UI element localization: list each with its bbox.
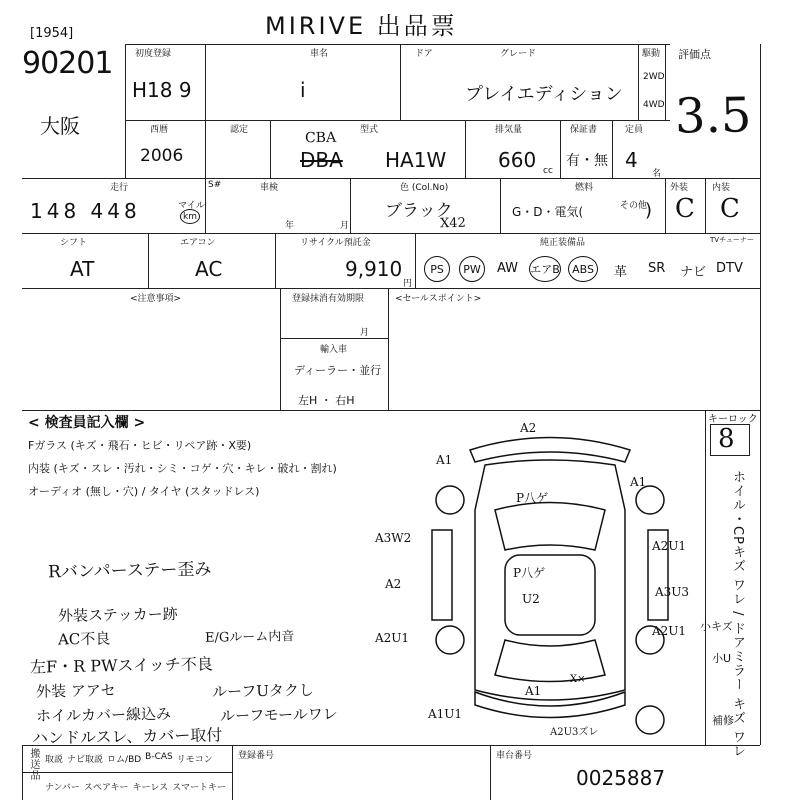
lot-bracket: [1954]	[30, 26, 74, 41]
fuel-label: 燃料	[575, 183, 594, 193]
small-scratch: 小キズ	[700, 620, 733, 633]
color-label: 色 (Col.No)	[400, 183, 449, 193]
note-3: AC不良	[57, 629, 111, 649]
year-label: 西暦	[150, 125, 169, 135]
equip-dtv: DTV	[716, 261, 743, 276]
model-new: CBA	[304, 129, 337, 147]
equip-aw: AW	[497, 261, 519, 276]
repair: 補修	[712, 714, 734, 727]
model-label: 型式	[360, 125, 379, 135]
equip-navi: ナビ	[680, 265, 707, 280]
displacement-value: 660	[498, 148, 537, 172]
year-unit: 年	[285, 221, 295, 231]
side-label: 搬送品	[28, 748, 39, 781]
ac-label: エアコン	[180, 238, 216, 248]
mark-hood: P八ゲ	[516, 491, 549, 505]
mile-unit: マイル	[178, 201, 205, 211]
color-no: X42	[439, 215, 466, 232]
item-remote: リモコン	[176, 755, 213, 765]
equip-airbag: エアB	[529, 256, 561, 282]
import-dealer: ディーラー・並行	[294, 364, 382, 377]
capacity-value: 4	[625, 148, 638, 172]
interior-line: 内装 (キズ・スレ・汚れ・シミ・コゲ・穴・キレ・破れ・割れ)	[28, 462, 337, 475]
note-5: 左F・R PWスイッチ不良	[29, 654, 213, 677]
small-u: 小U	[712, 652, 732, 665]
ac-value: AC	[195, 257, 223, 281]
mark-roof: P八ゲ	[513, 566, 546, 580]
item-smart-key: スマートキー	[172, 783, 226, 793]
footer-row1	[45, 752, 213, 765]
note-8: ホイルカバー線込み	[35, 704, 172, 726]
equip-sr: SR	[648, 261, 666, 276]
item-manual: 取説	[45, 755, 64, 765]
eval-label: 評価点	[678, 48, 711, 61]
equipment-label: 純正装備品	[540, 238, 586, 248]
mark-rear-bumper: A2U3ズレ	[550, 727, 599, 738]
mark-right: A3U3	[655, 585, 690, 599]
interior-grade: C	[719, 193, 741, 225]
shift-label: シフト	[60, 238, 88, 248]
equip-abs: ABS	[568, 256, 598, 282]
mark-rear-left: A1U1	[428, 707, 463, 721]
reg-expiry-label: 登録抹消有効期限	[292, 294, 365, 304]
exterior-grade: C	[674, 193, 696, 225]
cc-unit: cc	[543, 166, 553, 176]
mark-left-front: A3W2	[375, 531, 412, 545]
door-left	[432, 530, 452, 620]
doors-label: ドア	[415, 49, 433, 59]
shift-value: AT	[70, 257, 95, 281]
first-reg-value: H18 9	[132, 78, 192, 102]
note-10: ハンドルスレ、カバー取付	[31, 725, 223, 748]
grade-label: グレード	[500, 49, 537, 59]
month-unit: 月	[340, 221, 350, 231]
note-2: 外装ステッカー跡	[57, 604, 178, 626]
mark-left-rear: A2U1	[375, 631, 410, 645]
front-bumper	[470, 438, 630, 463]
km-unit: km	[180, 209, 200, 224]
item-spare-key: スペアキー	[83, 783, 129, 793]
tv-label: TVチューナー	[710, 236, 754, 244]
warranty-label: 保証書	[570, 125, 598, 135]
note-4: E/Gルーム内音	[204, 629, 295, 646]
sales-point-label: <セールスポイント>	[395, 294, 482, 304]
drive-4wd: 4WD	[643, 100, 665, 110]
chassis-label: 車台番号	[496, 751, 533, 761]
rear-window	[495, 640, 605, 682]
register-label: 登録番号	[238, 751, 275, 761]
yen-unit: 円	[403, 279, 413, 289]
year-value: 2006	[140, 146, 184, 166]
displacement-label: 排気量	[495, 125, 523, 135]
audio-line: オーディオ (無し・穴) / タイヤ (スタッドレス)	[28, 485, 260, 498]
inspector-title: < 検査員記入欄 >	[28, 415, 146, 431]
mileage-value: 148 448	[30, 199, 141, 223]
car-diagram	[375, 420, 700, 745]
mileage-label: 走行	[110, 183, 129, 193]
page-title: MIRIVE 出品票	[265, 12, 458, 40]
persons-unit: 名	[652, 169, 662, 179]
venue: 大阪	[40, 114, 80, 138]
mark-right-front: A2U1	[652, 539, 687, 553]
car-name-label: 車名	[310, 49, 329, 59]
grade-value: プレイエディション	[465, 84, 623, 105]
cert-label: 認定	[230, 125, 249, 135]
interior-label: 内装	[712, 183, 731, 193]
reg-month-unit: 月	[360, 328, 370, 338]
mark-left: A2	[385, 577, 402, 591]
equip-leather: 革	[614, 265, 628, 280]
mark-roof-u: U2	[522, 592, 540, 606]
drive-2wd: 2WD	[643, 72, 665, 82]
item-navi-manual: ナビ取説	[67, 755, 104, 765]
handle-side: 左H ・ 右H	[298, 394, 355, 407]
recycle-value: 9,910	[345, 257, 403, 281]
fuel-value: G・D・電気(	[512, 205, 584, 219]
item-rom: ロム/BD	[107, 755, 142, 765]
capacity-label: 定員	[625, 125, 644, 135]
footer-row2	[45, 780, 226, 793]
drive-label: 駆動	[642, 49, 661, 59]
mark-fl: A1	[436, 453, 453, 467]
fuel-close: )	[645, 200, 653, 221]
warranty-value: 有・無	[566, 153, 608, 169]
meter-label: S#	[208, 180, 222, 190]
glass-line: Fガラス (キズ・飛石・ヒビ・リペア跡・X要)	[28, 439, 252, 452]
color-value: ブラック	[385, 201, 453, 221]
chassis-value: 0025887	[576, 766, 666, 790]
keylock-label: キーロック	[708, 414, 758, 425]
exterior-label: 外装	[670, 183, 689, 193]
item-keyless: キーレス	[132, 783, 169, 793]
note-6: 外装 アアセ	[35, 681, 116, 701]
car-name-value: i	[300, 78, 306, 102]
windshield	[495, 503, 605, 551]
fuel-other: その他	[620, 201, 648, 211]
lot-number: 90201	[22, 46, 113, 81]
mark-fr: A1	[630, 475, 647, 489]
wheel-fr	[636, 486, 664, 514]
notes-label: <注意事項>	[130, 294, 182, 304]
item-plate: ナンバー	[45, 783, 80, 793]
model-old: DBA	[300, 148, 343, 172]
model-value: HA1W	[385, 148, 447, 172]
mark-right-rear: A2U1	[652, 624, 687, 638]
mark-rear: A1	[525, 684, 542, 698]
import-label: 輸入車	[320, 345, 348, 355]
eval-score: 3.5	[674, 87, 752, 145]
inspection-label: 車検	[260, 183, 279, 193]
note-7: ルーフUタクし	[211, 681, 315, 701]
wheel-fl	[436, 486, 464, 514]
wheel-rl	[436, 626, 464, 654]
mark-top: A2	[520, 421, 537, 435]
spare-wheel	[636, 706, 664, 734]
first-reg-label: 初度登録	[135, 49, 172, 59]
right-side-legend: ホイル・CPキズ ワレ / ドアミラー キズ ワレ	[730, 470, 745, 758]
recycle-label: リサイクル預託金	[300, 238, 371, 248]
equip-ps: PS	[424, 256, 450, 282]
mark-x: X×	[570, 674, 586, 685]
keylock-value: 8	[717, 423, 735, 455]
item-bcas: B-CAS	[145, 752, 173, 762]
note-9: ルーフモールワレ	[219, 704, 338, 726]
equip-pw: PW	[459, 256, 485, 282]
note-1: Rバンパーステー歪み	[47, 559, 212, 583]
